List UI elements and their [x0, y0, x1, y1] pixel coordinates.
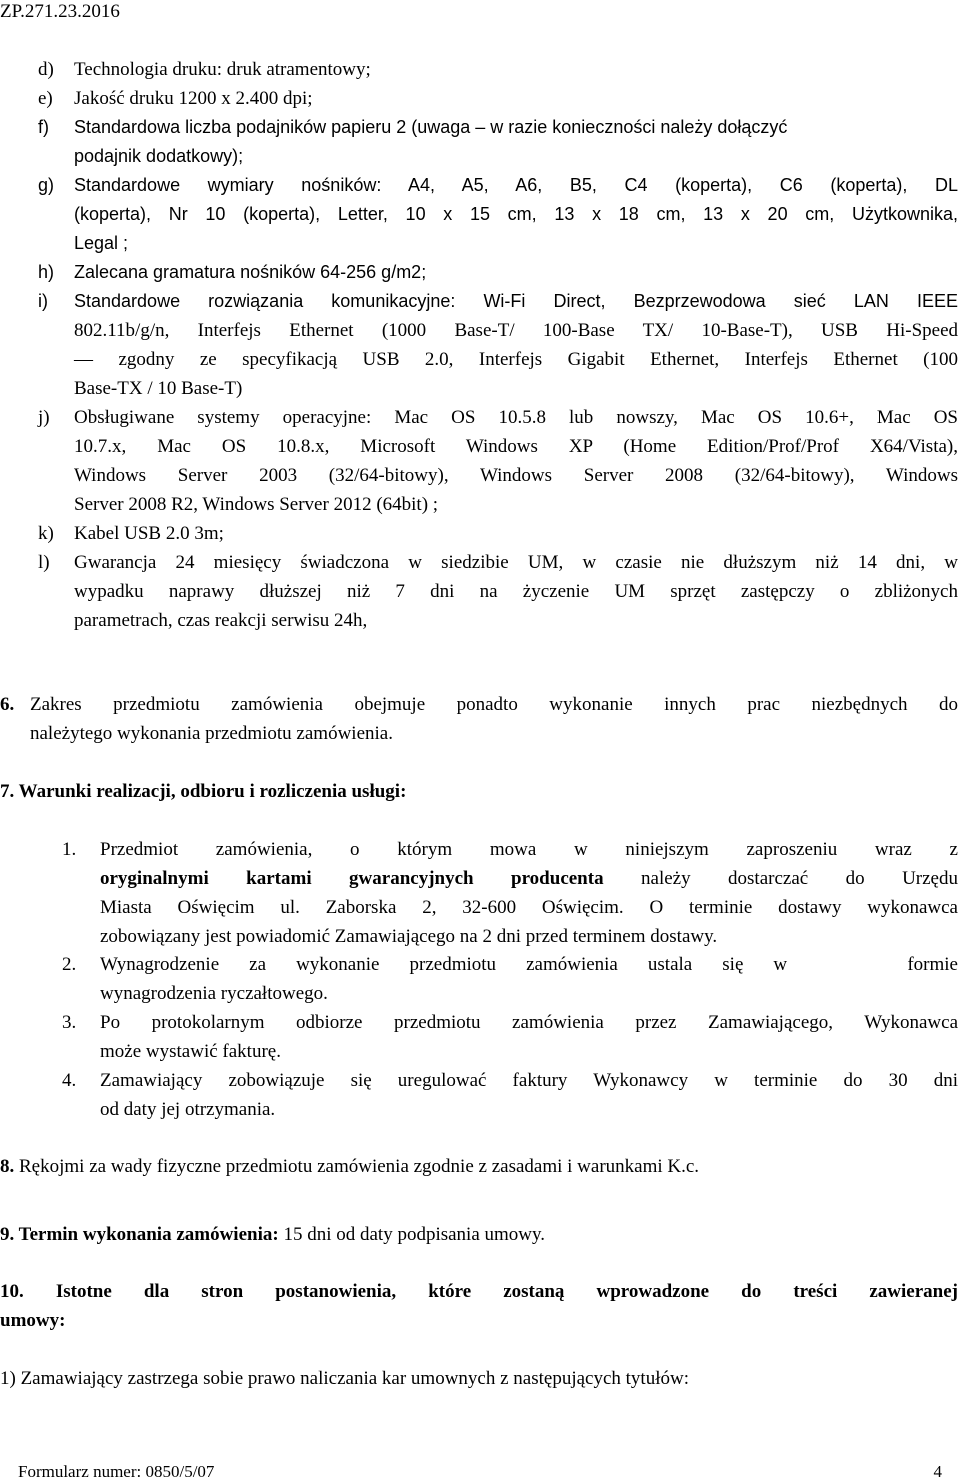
list-label: f) — [38, 117, 49, 137]
list-text-line: Legal ; — [74, 233, 129, 253]
section-8 — [0, 1152, 958, 1181]
list-text: Kabel USB 2.0 3m; — [74, 523, 224, 544]
section-number: 6. — [0, 694, 15, 715]
item-text-line — [100, 864, 958, 893]
form-number: Formularz numer: 0850/5/07 — [18, 1462, 215, 1481]
list-text-line: Windows Server 2003 (32/64-bitowy), Windows Server 2008 (32/64-bitowy), Windows — [74, 465, 958, 486]
section-text-line: należytego wykonania przedmiotu zamówienia. — [30, 723, 393, 744]
list-text-line: 802.11b/g/n, Interfejs Ethernet (1000 Base-T/ 100-Base TX/ 10-Base-T), USB Hi-Speed — [74, 320, 958, 341]
list-text: Jakość druku 1200 x 2.400 dpi; — [74, 88, 313, 109]
section-10 — [0, 1277, 958, 1335]
list-text-line: Standardowa liczba podajników papieru 2 (uwaga – w razie konieczności należy dołączyć — [74, 117, 788, 137]
section-text: Rękojmi za wady fizyczne przedmiotu zamówienia zgodnie z zasadami i warunkami K.c. — [19, 1156, 700, 1177]
list-label: i) — [38, 291, 48, 311]
section-heading-line: 10. Istotne dla stron postanowienia, które zostaną wprowadzone do treści zawieranej — [0, 1281, 958, 1302]
list-text-line: podajnik dodatkowy); — [74, 146, 244, 166]
list-text-line: Server 2008 R2, Windows Server 2012 (64bit) ; — [74, 494, 439, 515]
list-text-line: Standardowe wymiary nośników: A4, A5, A6, B5, C4 (koperta), C6 (koperta), DL — [74, 175, 958, 195]
section-heading-line: umowy: — [0, 1310, 66, 1331]
list-label: g) — [38, 175, 55, 195]
page-footer — [18, 1462, 942, 1482]
item-text-line: Wynagrodzenie za wykonanie przedmiotu zamówienia ustala się w formie — [100, 954, 958, 975]
item-text-line: Zamawiający zobowiązuje się uregulować faktury Wykonawcy w terminie do 30 dni — [100, 1070, 958, 1091]
item-text-line: może wystawić fakturę. — [100, 1041, 281, 1062]
section-text: 15 dni od daty podpisania umowy. — [278, 1224, 546, 1245]
list-text-line: Obsługiwane systemy operacyjne: Mac OS 10.5.8 lub nowszy, Mac OS 10.6+, Mac OS — [74, 407, 958, 428]
list-label: l) — [38, 552, 50, 573]
list-text-line: Standardowe rozwiązania komunikacyjne: Wi-Fi Direct, Bezprzewodowa sieć LAN IEEE — [74, 291, 958, 311]
list-text: Technologia druku: druk atramentowy; — [74, 59, 371, 80]
list-label: j) — [38, 407, 50, 428]
list-text-line: 10.7.x, Mac OS 10.8.x, Microsoft Windows XP (Home Edition/Prof/Prof X64/Vista), — [74, 436, 958, 457]
page-number: 4 — [933, 1462, 942, 1481]
item-text-line: Przedmiot zamówienia, o którym mowa w niniejszym zaproszeniu wraz z — [100, 839, 958, 860]
penalty-clause: 1) Zamawiający zastrzega sobie prawo naliczania kar umownych z następujących tytułów: — [0, 1368, 689, 1389]
list-text-line: — zgodny ze specyfikacją USB 2.0, Interfejs Gigabit Ethernet, Interfejs Ethernet (100 — [74, 349, 958, 370]
list-text: Zalecana gramatura nośników 64-256 g/m2; — [74, 262, 427, 282]
section-label: 9. Termin wykonania zamówienia: — [0, 1224, 279, 1245]
item-text-line: Po protokolarnym odbiorze przedmiotu zamówienia przez Zamawiającego, Wykonawca — [100, 1012, 958, 1033]
list-text-line: parametrach, czas reakcji serwisu 24h, — [74, 610, 368, 631]
item-number: 1. — [62, 839, 77, 860]
list-label: e) — [38, 88, 53, 109]
section-text-line: Zakres przedmiotu zamówienia obejmuje ponadto wykonanie innych prac niezbędnych do — [30, 694, 958, 715]
item-text-line: wynagrodzenia ryczałtowego. — [100, 983, 328, 1004]
document-reference: ZP.271.23.2016 — [0, 1, 120, 22]
section-7-heading: 7. Warunki realizacji, odbioru i rozliczenia usługi: — [0, 781, 407, 802]
list-label: k) — [38, 523, 54, 544]
list-text-line: Base-TX / 10 Base-T) — [74, 378, 243, 399]
list-text-line: (koperta), Nr 10 (koperta), Letter, 10 x 15 cm, 13 x 18 cm, 13 x 20 cm, Użytkownika, — [74, 204, 958, 224]
item-number: 3. — [62, 1012, 77, 1033]
item-text-line: Miasta Oświęcim ul. Zaborska 2, 32-600 Oświęcim. O terminie dostawy wykonawca — [100, 897, 958, 918]
section-9 — [0, 1220, 958, 1249]
item-text-line: zobowiązany jest powiadomić Zamawiającego na 2 dni przed terminem dostawy. — [100, 926, 718, 947]
item-number: 4. — [62, 1070, 77, 1091]
section-number: 8. — [0, 1156, 15, 1177]
list-text-line: Gwarancja 24 miesięcy świadczona w siedzibie UM, w czasie nie dłuższym niż 14 dni, w — [74, 552, 958, 573]
list-label: d) — [38, 59, 54, 80]
item-text-line: od daty jej otrzymania. — [100, 1099, 276, 1120]
emphasis-text: oryginalnymi kartami gwarancyjnych producenta — [100, 868, 604, 889]
item-text-rest: należy dostarczać do Urzędu — [603, 868, 958, 889]
list-text-line: wypadku naprawy dłuższej niż 7 dni na życzenie UM sprzęt zastępczy o zbliżonych — [74, 581, 958, 602]
item-number: 2. — [62, 954, 77, 975]
list-label: h) — [38, 262, 55, 282]
